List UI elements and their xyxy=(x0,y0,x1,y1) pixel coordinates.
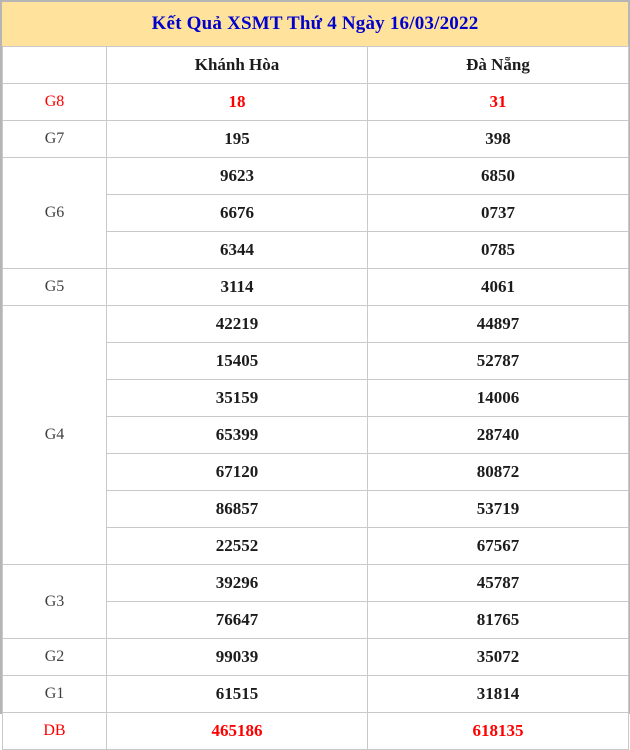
table-row-g1 xyxy=(3,676,629,713)
prize-label-g7: G7 xyxy=(3,121,107,158)
table-row-g7 xyxy=(3,121,629,158)
g6-khanh-hoa-value-3: 6344 xyxy=(107,232,368,269)
g8-khanh-hoa-value: 18 xyxy=(107,84,368,121)
g1-khanh-hoa-value: 61515 xyxy=(107,676,368,713)
prize-label-g1: G1 xyxy=(3,676,107,713)
g8-da-nang-value: 31 xyxy=(368,84,629,121)
g4-da-nang-value-5: 80872 xyxy=(368,454,629,491)
prize-label-db: DB xyxy=(3,713,107,750)
column-header-khanh-hoa: Khánh Hòa xyxy=(107,47,368,84)
g4-da-nang-value-6: 53719 xyxy=(368,491,629,528)
g7-da-nang-value: 398 xyxy=(368,121,629,158)
g4-khanh-hoa-value-5: 67120 xyxy=(107,454,368,491)
g5-da-nang-value: 4061 xyxy=(368,269,629,306)
g6-da-nang-value-2: 0737 xyxy=(368,195,629,232)
column-header-row xyxy=(3,47,629,84)
column-header-da-nang: Đà Nẵng xyxy=(368,47,629,84)
g5-khanh-hoa-value: 3114 xyxy=(107,269,368,306)
results-table xyxy=(2,46,629,750)
g4-khanh-hoa-value-7: 22552 xyxy=(107,528,368,565)
g2-da-nang-value: 35072 xyxy=(368,639,629,676)
g4-khanh-hoa-value-4: 65399 xyxy=(107,417,368,454)
g7-khanh-hoa-value: 195 xyxy=(107,121,368,158)
g4-da-nang-value-1: 44897 xyxy=(368,306,629,343)
table-row-g6-1 xyxy=(3,158,629,195)
g6-da-nang-value-3: 0785 xyxy=(368,232,629,269)
g6-da-nang-value-1: 6850 xyxy=(368,158,629,195)
g3-da-nang-value-1: 45787 xyxy=(368,565,629,602)
prize-label-g3: G3 xyxy=(3,565,107,639)
g4-khanh-hoa-value-3: 35159 xyxy=(107,380,368,417)
corner-cell xyxy=(3,47,107,84)
g4-da-nang-value-2: 52787 xyxy=(368,343,629,380)
g3-khanh-hoa-value-2: 76647 xyxy=(107,602,368,639)
table-row-g8 xyxy=(3,84,629,121)
g4-da-nang-value-3: 14006 xyxy=(368,380,629,417)
page-title: Kết Quả XSMT Thứ 4 Ngày 16/03/2022 xyxy=(151,13,479,34)
title-bar xyxy=(2,2,628,46)
g4-da-nang-value-4: 28740 xyxy=(368,417,629,454)
table-row-g5 xyxy=(3,269,629,306)
prize-label-g5: G5 xyxy=(3,269,107,306)
prize-label-g2: G2 xyxy=(3,639,107,676)
g2-khanh-hoa-value: 99039 xyxy=(107,639,368,676)
g6-khanh-hoa-value-1: 9623 xyxy=(107,158,368,195)
table-row-g4-1 xyxy=(3,306,629,343)
g3-da-nang-value-2: 81765 xyxy=(368,602,629,639)
g4-da-nang-value-7: 67567 xyxy=(368,528,629,565)
g3-khanh-hoa-value-1: 39296 xyxy=(107,565,368,602)
table-row-db xyxy=(3,713,629,750)
table-row-g2 xyxy=(3,639,629,676)
g6-khanh-hoa-value-2: 6676 xyxy=(107,195,368,232)
prize-label-g4: G4 xyxy=(3,306,107,565)
db-da-nang-value: 618135 xyxy=(368,713,629,750)
db-khanh-hoa-value: 465186 xyxy=(107,713,368,750)
g4-khanh-hoa-value-6: 86857 xyxy=(107,491,368,528)
g4-khanh-hoa-value-2: 15405 xyxy=(107,343,368,380)
g1-da-nang-value: 31814 xyxy=(368,676,629,713)
prize-label-g8: G8 xyxy=(3,84,107,121)
table-row-g3-1 xyxy=(3,565,629,602)
g4-khanh-hoa-value-1: 42219 xyxy=(107,306,368,343)
prize-label-g6: G6 xyxy=(3,158,107,269)
